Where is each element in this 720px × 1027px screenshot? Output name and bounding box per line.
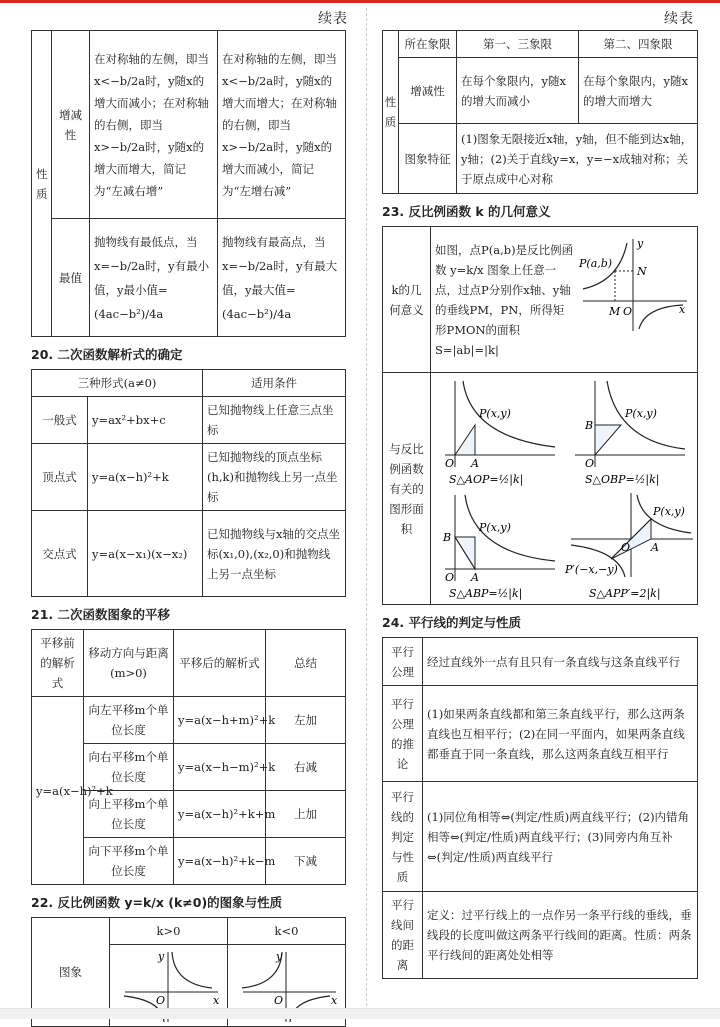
t21-after-2: y=a(x−h)²+k+m — [174, 791, 266, 838]
section-20-title: 20. 二次函数解析式的确定 — [31, 347, 183, 362]
r-props-label: 性质 — [383, 31, 399, 194]
t21-head-3: 平移后的解析式 — [174, 630, 266, 697]
zz-b: 抛物线有最高点，当x=−b/2a时，y有最大值，y最大值=(4ac−b²)/4a — [218, 219, 346, 337]
origin-label: O — [623, 305, 633, 318]
zz-a: 抛物线有最低点，当x=−b/2a时，y有最小值，y最小值=(4ac−b²)/4a — [90, 219, 218, 337]
k-meaning-text: 如图，点P(a,b)是反比例函数 y=k/x 图象上任意一点，过点P分别作x轴、y轴的垂线PM，PN，所得矩形PMON的面积S=|ab|=|k| — [435, 242, 574, 357]
figure-obp — [565, 377, 695, 489]
running-head-left: 续表 — [318, 11, 348, 27]
branch-q1 — [172, 952, 212, 988]
t21-head-2: 移动方向与距离(m>0) — [84, 630, 174, 697]
area-formula: S△ABP=½|k| — [449, 587, 523, 600]
r-zj-b: 在每个象限内，y随x的增大而增大 — [579, 58, 698, 124]
t20-form-2: y=a(x−x₁)(x−x₂) — [88, 511, 203, 597]
right-column — [382, 30, 698, 979]
zz-label: 最值 — [52, 219, 90, 337]
r-head-1: 所在象限 — [399, 31, 457, 58]
point-a: A — [651, 541, 659, 554]
table-21 — [31, 629, 346, 885]
t21-sum-1: 右减 — [266, 744, 346, 791]
point-p: P(a,b) — [579, 257, 613, 270]
section-22-title: 22. 反比例函数 y=k/x (k≠0)的图象与性质 — [31, 895, 283, 910]
point-b: B — [585, 419, 594, 432]
point-m: M — [609, 305, 621, 318]
t20-form-0: y=ax²+bx+c — [88, 397, 203, 444]
point-a: A — [471, 571, 479, 584]
area-formula: S△AOP=½|k| — [449, 473, 524, 486]
t21-orig: y=a(x−h)²+k — [32, 697, 84, 885]
column-divider — [366, 8, 367, 1006]
table-20 — [31, 369, 346, 597]
section-23-title: 23. 反比例函数 k 的几何意义 — [382, 204, 551, 219]
t20-head-2: 适用条件 — [203, 370, 346, 397]
t24-label-3: 平行线间的距离 — [383, 892, 423, 979]
point-p: P(x,y) — [479, 521, 511, 534]
r-head-2: 第一、三象限 — [457, 31, 579, 58]
t21-head-4: 总结 — [266, 630, 346, 697]
t24-text-2: (1)同位角相等⇔(判定/性质)两直线平行；(2)内错角相等⇔(判定/性质)两直线平行；(3)同旁内角互补⇔(判定/性质)两直线平行 — [423, 782, 698, 892]
figure-aop — [435, 377, 565, 489]
k-label: k的几何意义 — [383, 227, 431, 373]
origin-label: O — [274, 993, 284, 1007]
origin-label: O — [156, 993, 166, 1007]
zj-label: 增减性 — [52, 31, 90, 219]
r-tz-text: (1)图象无限接近x轴，y轴，但不能到达x轴，y轴；(2)关于直线y=x，y=−x成轴对称；关于原点成中心对称 — [457, 124, 698, 194]
t20-name-0: 一般式 — [32, 397, 88, 444]
t21-sum-0: 左加 — [266, 697, 346, 744]
origin-label: O — [445, 457, 455, 470]
origin-label: O — [621, 541, 631, 554]
t21-after-3: y=a(x−h)²+k−m — [174, 838, 266, 885]
zj-a: 在对称轴的左侧，即当x<−b/2a时，y随x的增大而减小；在对称轴的右侧，即当x>−b/2a时，y随x的增大而增大，简记为“左减右增” — [90, 31, 218, 219]
area-label: 与反比例函数有关的图形面积 — [383, 373, 431, 605]
t24-text-3: 定义：过平行线上的一点作另一条平行线的垂线，垂线段的长度叫做这两条平行线间的距离。性质：两条平行线间的距离处处相等 — [423, 892, 698, 979]
y-label: y — [637, 237, 644, 250]
triangle-aop — [455, 425, 475, 455]
t22-head-kpos: k>0 — [110, 918, 228, 945]
point-b: B — [443, 531, 452, 544]
t20-head-1: 三种形式(a≠0) — [32, 370, 203, 397]
point-n: N — [637, 265, 647, 278]
t20-form-1: y=a(x−h)²+k — [88, 444, 203, 511]
area-figures-cell — [431, 373, 698, 605]
table-23 — [382, 226, 698, 605]
t24-label-0: 平行公理 — [383, 638, 423, 686]
t21-sum-3: 下减 — [266, 838, 346, 885]
t24-label-1: 平行公理的推论 — [383, 686, 423, 782]
running-head-right: 续表 — [664, 11, 694, 27]
point-p-prime: P′(−x,−y) — [565, 563, 618, 576]
top-rule — [0, 0, 720, 3]
t24-label-2: 平行线的判定与性质 — [383, 782, 423, 892]
y-label: y — [158, 949, 165, 963]
r-tz-label: 图象特征 — [399, 124, 457, 194]
r-head-3: 第二、四象限 — [579, 31, 698, 58]
left-column — [31, 30, 346, 1027]
point-a: A — [471, 457, 479, 470]
t20-name-2: 交点式 — [32, 511, 88, 597]
bottom-strip — [0, 1008, 720, 1019]
point-p: P(x,y) — [625, 407, 657, 420]
y-label: y — [276, 949, 283, 963]
k-meaning-cell — [431, 227, 698, 373]
point-p: P(x,y) — [479, 407, 511, 420]
origin-label: O — [445, 571, 455, 584]
inverse-properties-table — [382, 30, 698, 194]
t22-img-label: 图象 — [32, 918, 110, 1027]
table-24 — [382, 637, 698, 979]
t20-name-1: 顶点式 — [32, 444, 88, 511]
t21-move-1: 向右平移m个单位长度 — [84, 744, 174, 791]
r-zj-label: 增减性 — [399, 58, 457, 124]
figure-app — [565, 491, 699, 603]
t24-text-0: 经过直线外一点有且只有一条直线与这条直线平行 — [423, 638, 698, 686]
section-24-title: 24. 平行线的判定与性质 — [382, 615, 521, 630]
origin-label: O — [585, 457, 595, 470]
t21-after-0: y=a(x−h+m)²+k — [174, 697, 266, 744]
point-p: P(x,y) — [653, 505, 685, 518]
k-geometry-graph — [579, 237, 691, 333]
t20-cond-0: 已知抛物线上任意三点坐标 — [203, 397, 346, 444]
t20-cond-1: 已知抛物线的顶点坐标(h,k)和抛物线上另一点坐标 — [203, 444, 346, 511]
t21-move-0: 向左平移m个单位长度 — [84, 697, 174, 744]
t21-head-1: 平移前的解析式 — [32, 630, 84, 697]
t21-move-3: 向下平移m个单位长度 — [84, 838, 174, 885]
quadratic-properties-table — [31, 30, 346, 337]
branch-q4 — [639, 305, 683, 329]
section-21-title: 21. 二次函数图象的平移 — [31, 607, 170, 622]
props-label: 性质 — [32, 31, 52, 337]
r-zj-a: 在每个象限内，y随x的增大而减小 — [457, 58, 579, 124]
t22-head-kneg: k<0 — [228, 918, 346, 945]
x-label: x — [213, 993, 220, 1007]
t21-after-1: y=a(x−h−m)²+k — [174, 744, 266, 791]
figure-abp — [435, 491, 565, 603]
zj-b: 在对称轴的左侧，即当x<−b/2a时，y随x的增大而增大；在对称轴的右侧，即当x>−b/2a时，y随x的增大而减小，简记为“左增右减” — [218, 31, 346, 219]
t21-move-2: 向上平移m个单位长度 — [84, 791, 174, 838]
area-formula: S△OBP=½|k| — [585, 473, 660, 486]
x-label: x — [679, 303, 686, 316]
triangle-obp — [595, 425, 621, 455]
area-formula: S△APP′=2|k| — [589, 587, 661, 600]
x-label: x — [331, 993, 338, 1007]
t20-cond-2: 已知抛物线与x轴的交点坐标(x₁,0),(x₂,0)和抛物线上另一点坐标 — [203, 511, 346, 597]
t21-sum-2: 上加 — [266, 791, 346, 838]
t24-text-1: (1)如果两条直线都和第三条直线平行，那么这两条直线也互相平行；(2)在同一平面内，如果两条直线都垂直于同一条直线，那么这两条直线互相平行 — [423, 686, 698, 782]
